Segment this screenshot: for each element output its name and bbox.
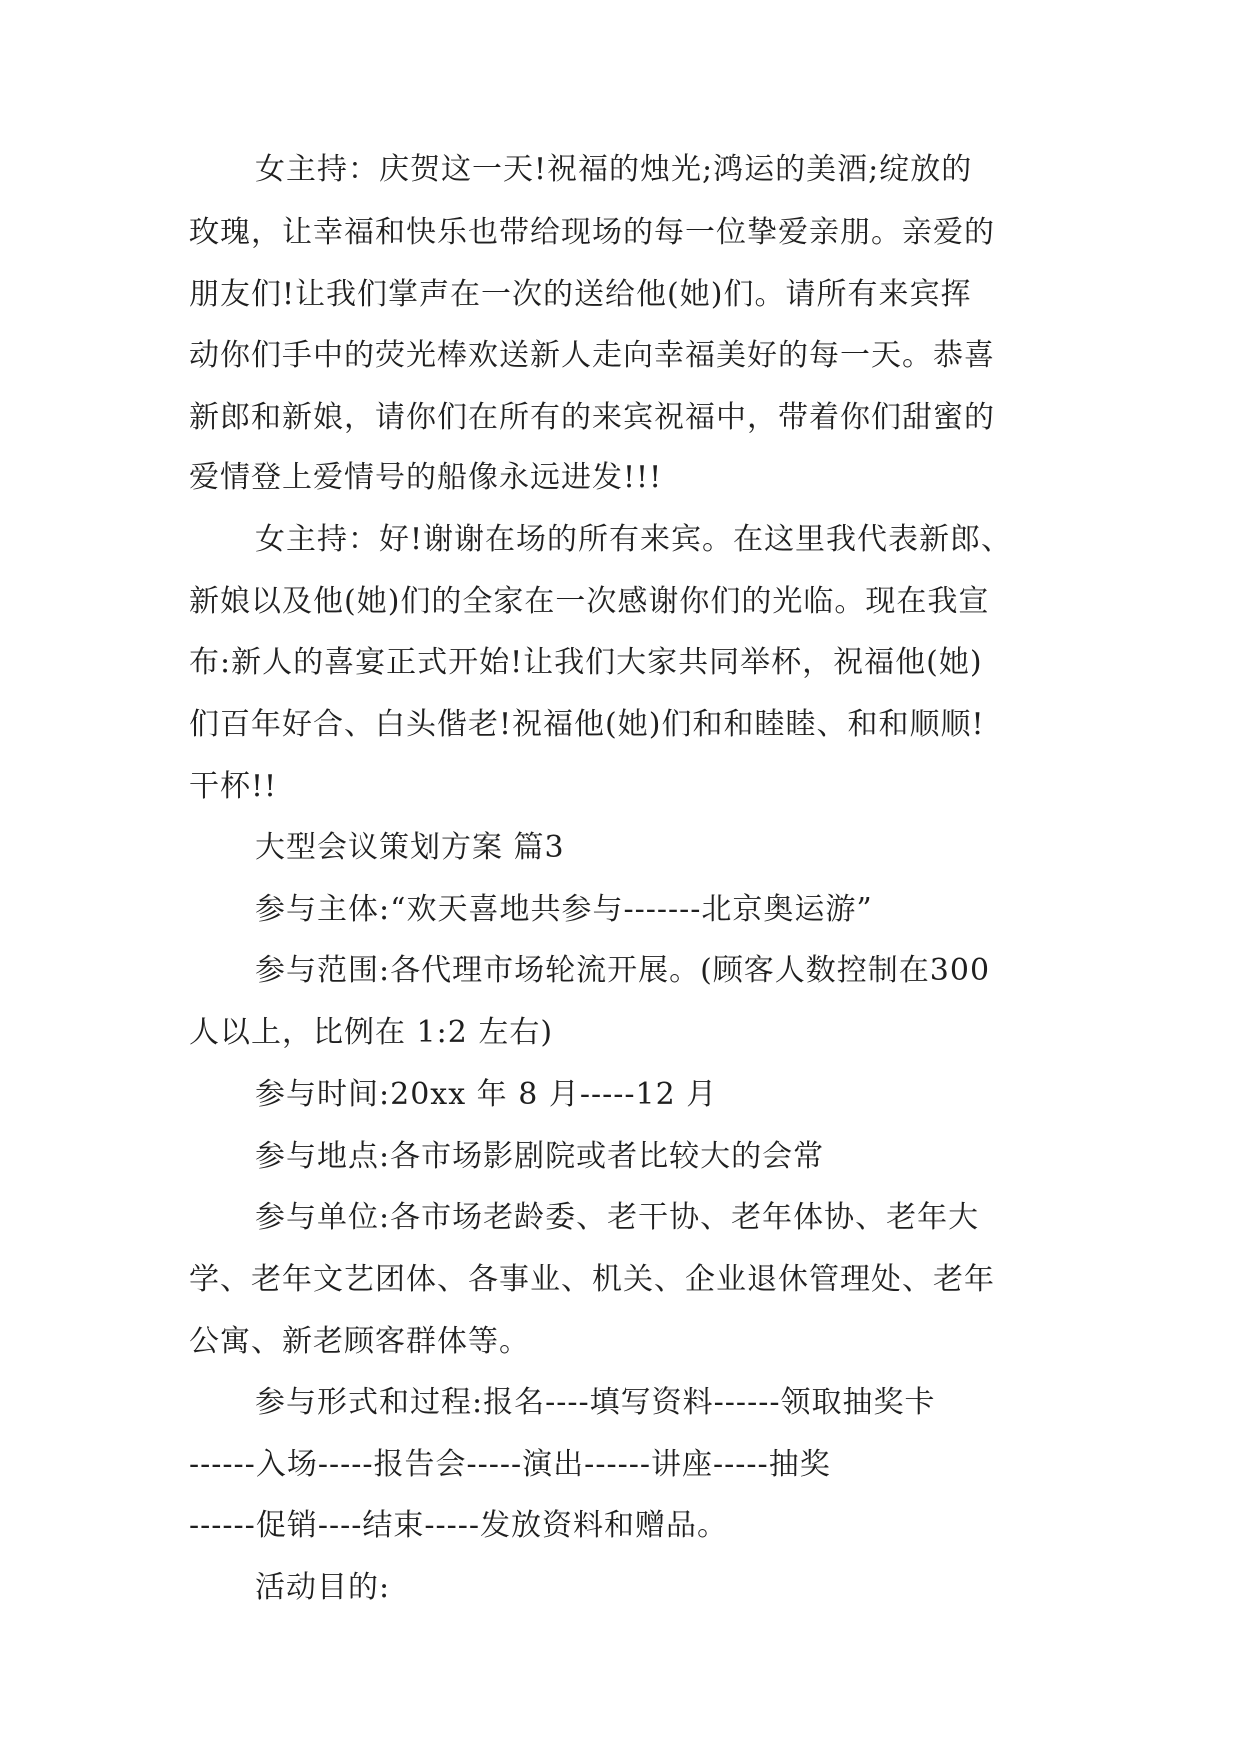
paragraph-line: 新娘以及他(她)们的全家在一次感谢你们的光临。现在我宣 (189, 584, 990, 619)
paragraph-line: 公寓、新老顾客群体等。 (189, 1324, 530, 1359)
paragraph-line: 动你们手中的荧光棒欢送新人走向幸福美好的每一天。恭喜 (189, 338, 995, 373)
paragraph-line: 爱情登上爱情号的船像永远进发!!! (189, 460, 663, 495)
paragraph-line: 干杯!! (189, 769, 278, 804)
paragraph-line: 参与主体:“欢天喜地共参与-------北京奥运游” (255, 892, 873, 927)
paragraph-line: 女主持：好!谢谢在场的所有来宾。在这里我代表新郎、 (255, 522, 1013, 557)
paragraph-line: 学、老年文艺团体、各事业、机关、企业退休管理处、老年 (189, 1262, 995, 1297)
section-heading: 大型会议策划方案 篇3 (255, 830, 565, 865)
paragraph-line: 新郎和新娘，请你们在所有的来宾祝福中，带着你们甜蜜的 (189, 400, 995, 435)
paragraph-line: 们百年好合、白头偕老!祝福他(她)们和和睦睦、和和顺顺! (189, 707, 985, 742)
paragraph-line: 参与形式和过程:报名----填写资料------领取抽奖卡 (255, 1385, 936, 1420)
paragraph-line: 朋友们!让我们掌声在一次的送给他(她)们。请所有来宾挥 (189, 277, 972, 312)
paragraph-line: ------促销----结束-----发放资料和赠品。 (189, 1508, 729, 1543)
paragraph-line: 参与单位:各市场老龄委、老干协、老年体协、老年大 (255, 1200, 980, 1235)
paragraph-line: 人以上，比例在 1:2 左右) (189, 1015, 554, 1050)
paragraph-line: 玫瑰，让幸福和快乐也带给现场的每一位挚爱亲朋。亲爱的 (189, 215, 995, 250)
paragraph-line: 参与范围:各代理市场轮流开展。(顾客人数控制在300 (255, 953, 991, 988)
paragraph-line: 活动目的: (255, 1570, 391, 1605)
paragraph-line: 布:新人的喜宴正式开始!让我们大家共同举杯，祝福他(她) (189, 645, 983, 680)
paragraph-line: 女主持：庆贺这一天!祝福的烛光;鸿运的美酒;绽放的 (255, 152, 973, 187)
paragraph-line: 参与时间:20xx 年 8 月-----12 月 (255, 1077, 718, 1112)
paragraph-line: 参与地点:各市场影剧院或者比较大的会常 (255, 1139, 825, 1174)
paragraph-line: ------入场-----报告会-----演出------讲座-----抽奖 (189, 1447, 831, 1482)
